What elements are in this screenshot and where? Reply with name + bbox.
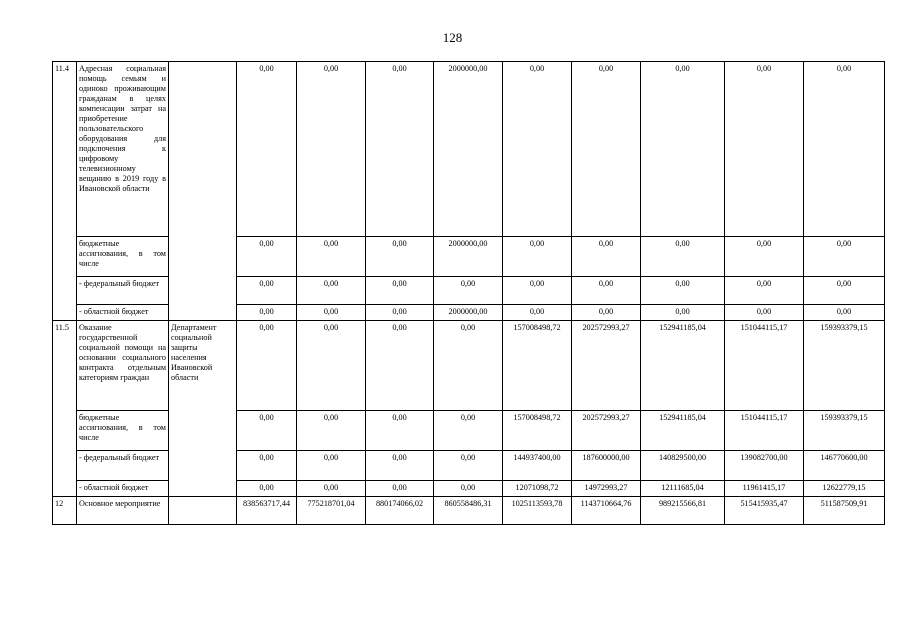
value-cell: 140829500,00	[641, 451, 725, 481]
value-cell: 152941185,04	[641, 321, 725, 411]
value-cell: 202572993,27	[572, 411, 641, 451]
value-cell: 11961415,17	[725, 481, 804, 497]
value-cell: 0,00	[366, 321, 434, 411]
value-cell: 0,00	[297, 277, 366, 305]
value-cell: 0,00	[641, 277, 725, 305]
value-cell: 0,00	[297, 321, 366, 411]
value-cell: 515415935,47	[725, 497, 804, 525]
value-cell: 0,00	[641, 62, 725, 237]
row-index: 11.5	[53, 321, 77, 497]
value-cell: 775218701,04	[297, 497, 366, 525]
value-cell: 0,00	[237, 277, 297, 305]
value-cell: 0,00	[366, 277, 434, 305]
value-cell: 12622779,15	[804, 481, 885, 497]
value-cell: 838563717,44	[237, 497, 297, 525]
value-cell: 0,00	[725, 62, 804, 237]
value-cell: 0,00	[434, 321, 503, 411]
value-cell: 0,00	[725, 305, 804, 321]
value-cell: 159393379,15	[804, 411, 885, 451]
value-cell: 2000000,00	[434, 305, 503, 321]
value-cell: 0,00	[237, 305, 297, 321]
value-cell: 14972993,27	[572, 481, 641, 497]
value-cell: 0,00	[237, 62, 297, 237]
value-cell: 1143710664,76	[572, 497, 641, 525]
value-cell: 0,00	[804, 62, 885, 237]
value-cell: 0,00	[297, 481, 366, 497]
row-name: - федеральный бюджет	[77, 277, 169, 305]
value-cell: 0,00	[366, 237, 434, 277]
value-cell: 12111685,04	[641, 481, 725, 497]
value-cell: 187600000,00	[572, 451, 641, 481]
value-cell: 1025113593,78	[503, 497, 572, 525]
value-cell: 2000000,00	[434, 62, 503, 237]
row-name: Оказание государственной социальной помощи на основании социального контракта отдельным категориям граждан	[77, 321, 169, 411]
responsible-cell	[169, 497, 237, 525]
value-cell: 0,00	[725, 237, 804, 277]
budget-table	[52, 61, 885, 525]
value-cell: 0,00	[572, 277, 641, 305]
value-cell: 0,00	[503, 237, 572, 277]
value-cell: 139082700,00	[725, 451, 804, 481]
value-cell: 0,00	[503, 305, 572, 321]
value-cell: 0,00	[804, 237, 885, 277]
value-cell: 0,00	[237, 321, 297, 411]
value-cell: 0,00	[366, 62, 434, 237]
value-cell: 0,00	[366, 411, 434, 451]
row-name: Адресная социальная помощь семьям и одиноко проживающим гражданам в целях компенсации затрат на приобретение пользовательского оборудования для подключения к цифровому телевизионному вещанию в 2019 году в Ивановской области	[77, 62, 169, 237]
value-cell: 151044115,17	[725, 321, 804, 411]
row-name: бюджетные ассигнования, в том числе	[77, 411, 169, 451]
value-cell: 0,00	[237, 451, 297, 481]
responsible-cell	[169, 62, 237, 321]
value-cell: 0,00	[237, 237, 297, 277]
value-cell: 0,00	[641, 305, 725, 321]
value-cell: 144937400,00	[503, 451, 572, 481]
value-cell: 152941185,04	[641, 411, 725, 451]
value-cell: 0,00	[297, 451, 366, 481]
value-cell: 0,00	[434, 277, 503, 305]
value-cell: 511587509,91	[804, 497, 885, 525]
value-cell: 0,00	[366, 451, 434, 481]
value-cell: 0,00	[434, 451, 503, 481]
value-cell: 0,00	[503, 62, 572, 237]
value-cell: 12071098,72	[503, 481, 572, 497]
value-cell: 0,00	[503, 277, 572, 305]
value-cell: 0,00	[804, 305, 885, 321]
value-cell: 0,00	[725, 277, 804, 305]
value-cell: 0,00	[572, 237, 641, 277]
value-cell: 0,00	[434, 481, 503, 497]
row-index: 11.4	[53, 62, 77, 321]
row-name: - федеральный бюджет	[77, 451, 169, 481]
value-cell: 0,00	[366, 481, 434, 497]
value-cell: 157008498,72	[503, 321, 572, 411]
row-name: - областной бюджет	[77, 305, 169, 321]
value-cell: 989215566,81	[641, 497, 725, 525]
value-cell: 2000000,00	[434, 237, 503, 277]
value-cell: 860558486,31	[434, 497, 503, 525]
value-cell: 0,00	[297, 62, 366, 237]
page-number: 128	[442, 30, 463, 45]
value-cell: 0,00	[237, 481, 297, 497]
table-row	[53, 62, 885, 237]
table-row	[53, 321, 885, 411]
row-name: бюджетные ассигнования, в том числе	[77, 237, 169, 277]
value-cell: 0,00	[804, 277, 885, 305]
value-cell: 151044115,17	[725, 411, 804, 451]
table-row	[53, 497, 885, 525]
value-cell: 0,00	[572, 62, 641, 237]
value-cell: 202572993,27	[572, 321, 641, 411]
value-cell: 157008498,72	[503, 411, 572, 451]
value-cell: 0,00	[237, 411, 297, 451]
value-cell: 146770600,00	[804, 451, 885, 481]
value-cell: 0,00	[297, 237, 366, 277]
value-cell: 0,00	[641, 237, 725, 277]
value-cell: 0,00	[297, 411, 366, 451]
row-index: 12	[53, 497, 77, 525]
value-cell: 0,00	[297, 305, 366, 321]
value-cell: 0,00	[366, 305, 434, 321]
value-cell: 0,00	[434, 411, 503, 451]
row-name: - областной бюджет	[77, 481, 169, 497]
value-cell: 0,00	[572, 305, 641, 321]
responsible-cell: Департамент социальной защиты населения Ивановской области	[169, 321, 237, 497]
value-cell: 159393379,15	[804, 321, 885, 411]
value-cell: 880174066,02	[366, 497, 434, 525]
row-name: Основное мероприятие	[77, 497, 169, 525]
